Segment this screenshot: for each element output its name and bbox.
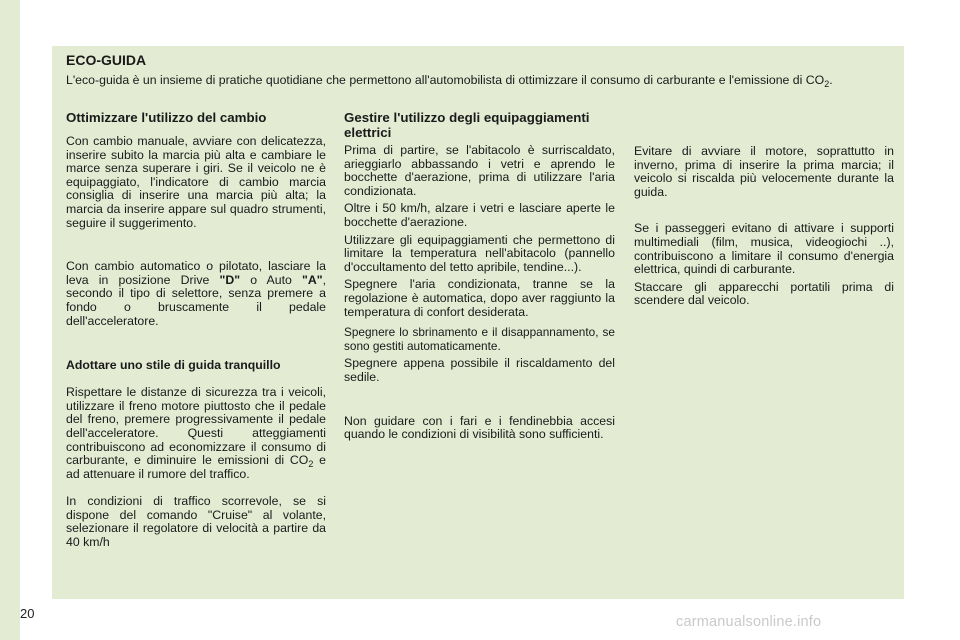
column-left [66, 110, 326, 550]
co2-subscript: 2 [824, 79, 830, 89]
column-middle [344, 110, 615, 442]
intro-text: L'eco-guida è un insieme di pratiche quotidiane che permettono all'automobilista di ottimizzare il consumo di carburante e l'emissione di CO [66, 73, 825, 87]
paragraph-air-conditioning: Spegnere l'aria condizionata, tranne se la regolazione è automatica, dopo aver raggiunto la temperatura di confort desiderata. [344, 277, 615, 319]
paragraph-windows: Oltre i 50 km/h, alzare i vetri e lasciare aperte le bocchette d'aerazione. [344, 201, 615, 229]
text-fragment: o Auto [240, 272, 303, 287]
text-fragment: Rispettare le distanze di sicurezza tra i veicoli, utilizzare il freno motore piuttosto che il pedale del freno, premere progressivamente il pedale dell'acceleratore. Questi atteggiamenti contribuiscono ad economizzare il consumo di carburante, e diminuire le emissioni di CO [66, 385, 326, 468]
intro-paragraph [66, 73, 894, 87]
page-number: 20 [20, 606, 35, 621]
paragraph-safety-distance [66, 386, 326, 481]
text-fragment: e ad attenuare il rumore del traffico. [66, 453, 326, 481]
paragraph-portable-devices: Staccare gli apparecchi portatili prima di scendere dal veicolo. [634, 279, 894, 308]
page-title: ECO-GUIDA [66, 52, 147, 68]
paragraph-defrost: Spegnere lo sbrinamento e il disappannamento, se sono gestiti automaticamente. [344, 325, 615, 353]
paragraph-engine-start: Evitare di avviare il motore, soprattutto in inverno, prima di inserire la prima marcia; il veicolo si riscalda più velocemente durante la guida. [634, 144, 894, 199]
co2-subscript: 2 [308, 459, 314, 470]
paragraph-automatic-gearbox [66, 260, 326, 328]
text-fragment: Con cambio automatico o pilotato, lasciare la leva in posizione Drive [66, 259, 326, 287]
paragraph-ventilate: Prima di partire, se l'abitacolo è surriscaldato, arieggiarlo abbassando i vetri e aprendo le bocchette d'aerazione, prima di utilizzare l'aria condizionata. [344, 143, 615, 198]
paragraph-fog-lights: Non guidare con i fari e i fendinebbia accesi quando le condizioni di visibilità sono sufficienti. [344, 413, 615, 442]
paragraph-temperature-equipment: Utilizzare gli equipaggiamenti che permettono di limitare la temperatura nell'abitacolo (pannello d'occultamento del tetto apribile, tendine...). [344, 232, 615, 274]
auto-position-label: "A" [302, 272, 323, 287]
column-right [634, 145, 894, 308]
watermark: carmanualsonline.info [676, 614, 822, 630]
drive-position-label: "D" [219, 272, 241, 287]
left-margin-band [0, 0, 20, 640]
heading-electrical-equipment: Gestire l'utilizzo degli equipaggiamenti elettrici [344, 110, 590, 140]
paragraph-manual-gearbox: Con cambio manuale, avviare con delicatezza, inserire subito la marcia più alta e cambiare le marce senza superare i giri. Se il veicolo ne è equipaggiato, l'indicatore di cambio marcia consiglia di inserire una marcia più alta; la marcia da inserire appare sul quadro strumenti, seguire il suggerimento. [66, 134, 326, 230]
intro-end: . [829, 73, 833, 87]
paragraph-seat-heating: Spegnere appena possibile il riscaldamento del sedile. [344, 356, 615, 384]
heading-gearbox: Ottimizzare l'utilizzo del cambio [66, 110, 267, 125]
paragraph-cruise-control: In condizioni di traffico scorrevole, se si dispone del comando "Cruise" al volante, selezionare il regolatore di velocità a partire da 40 km/h [66, 494, 326, 550]
heading-driving-style: Adottare uno stile di guida tranquillo [66, 358, 281, 373]
text-fragment: , secondo il tipo di selettore, senza premere a fondo o bruscamente il pedale dell'acceleratore. [66, 272, 326, 328]
paragraph-multimedia: Se i passeggeri evitano di attivare i supporti multimediali (film, musica, videogiochi ..), contribuiscono a limitare il consumo d'energia elettrica, quindi di carburante. [634, 221, 894, 277]
